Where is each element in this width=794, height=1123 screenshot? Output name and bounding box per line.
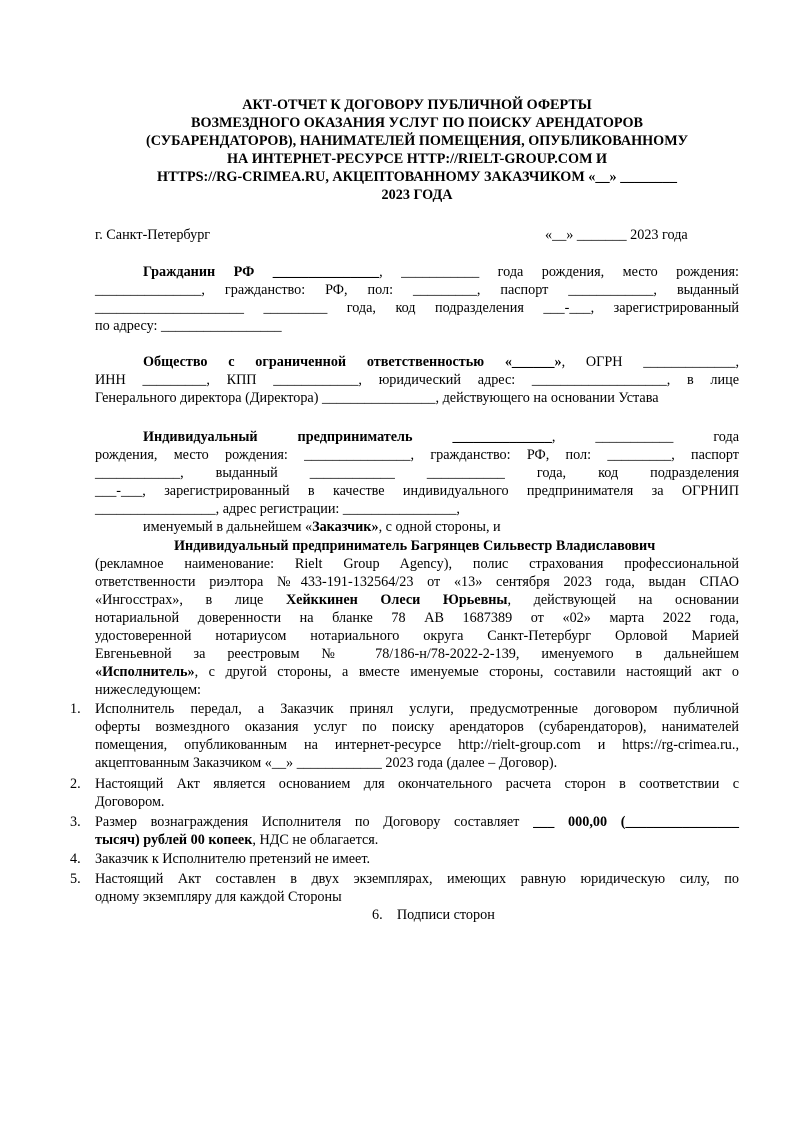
ip-line-6 xyxy=(143,518,787,536)
citizen-line-3: _____________________ _________ года, код подразделения ___-___, зарегистрированный xyxy=(95,300,739,316)
item-text: , НДС не облагается. xyxy=(252,832,379,848)
item-line: Договором. xyxy=(95,794,165,810)
executor-line-9: нижеследующем: xyxy=(95,682,201,698)
executor-line-4 xyxy=(95,591,739,609)
fee-amount: ___ 000,00 (________________ xyxy=(533,814,739,830)
citizen-line-1 xyxy=(95,263,739,281)
item-line: одному экземпляру для каждой Стороны xyxy=(95,889,342,905)
signatures-heading xyxy=(372,906,572,924)
item-number: 6. xyxy=(372,907,383,923)
document-date: «__» _______ 2023 года xyxy=(545,227,688,243)
item-text: Размер вознаграждения Исполнителя по Договору составляет xyxy=(95,814,534,830)
customer-term: Заказчик» xyxy=(312,519,379,535)
title-line: ВОЗМЕЗДНОГО ОКАЗАНИЯ УСЛУГ ПО ПОИСКУ АРЕНДАТОРОВ xyxy=(191,115,643,131)
ip-line-3: ____________, выданный ____________ ___________ года, код подразделения xyxy=(95,465,739,481)
company-line-3: Генерального директора (Директора) ________________, действующего на основании Устава xyxy=(95,390,659,406)
citizen-text: , ___________ года рождения, место рождения: xyxy=(379,264,739,280)
customer-outro: , с одной стороны, и xyxy=(378,519,501,535)
item-line xyxy=(95,813,739,831)
company-line-1 xyxy=(95,353,739,371)
item-line: оферты возмездного оказания услуг по поиску арендаторов (субарендаторов), нанимателей xyxy=(95,719,739,735)
item-line: Заказчик к Исполнителю претензий не имеет. xyxy=(95,851,371,867)
item-number: 5. xyxy=(70,871,81,887)
ip-line-1 xyxy=(95,428,739,446)
item-number: 2. xyxy=(70,776,81,792)
ip-line-5: _________________, адрес регистрации: ________________, xyxy=(95,501,460,517)
item-line: помещения, опубликованным на интернет-ресурсе http://rielt-group.com и https://rg-crimea.ru., xyxy=(95,737,739,753)
executor-text: , с другой стороны, а вместе именуемые стороны, составили настоящий акт о xyxy=(194,664,739,680)
representative-name: Хейккинен Олеси Юрьевны xyxy=(285,592,508,608)
citizen-line-2: _______________, гражданство: РФ, пол: _________, паспорт ____________, выданный xyxy=(95,282,739,298)
executor-text: «Ингосстрах», в лице xyxy=(95,592,286,608)
citizen-line-4: по адресу: _________________ xyxy=(95,318,282,334)
customer-intro: именуемый в дальнейшем « xyxy=(143,519,313,535)
city: г. Санкт-Петербург xyxy=(95,227,211,243)
executor-term: «Исполнитель» xyxy=(95,664,195,680)
executor-name xyxy=(174,537,739,555)
title-line: 2023 ГОДА xyxy=(381,187,453,203)
executor-line-2: (рекламное наименование: Rielt Group Agency), полис страхования профессиональной xyxy=(95,556,739,572)
citizen-label: Гражданин РФ _______________ xyxy=(143,264,380,280)
item-number: 4. xyxy=(70,851,81,867)
executor-line-8 xyxy=(95,663,739,681)
ip-line-2: рождения, место рождения: _______________, гражданство: РФ, пол: _________, паспорт xyxy=(95,447,739,463)
header-line xyxy=(95,226,739,244)
executor-line-7: Евгеньевной за реестровым № 78/186-н/78-2022-2-139, именуемого в дальнейшем xyxy=(95,646,739,662)
item-text: Подписи сторон xyxy=(396,907,495,923)
ip-label: Индивидуальный предприниматель ______________ xyxy=(143,429,552,445)
title-line: (СУБАРЕНДАТОРОВ), НАНИМАТЕЛЕЙ ПОМЕЩЕНИЯ, ОПУБЛИКОВАННОМУ xyxy=(145,133,689,149)
item-line: Настоящий Акт составлен в двух экземплярах, имеющих равную юридическую силу, по xyxy=(95,871,739,887)
company-label: Общество с ограниченной ответственностью «______» xyxy=(143,354,562,370)
item-line: акцептованным Заказчиком «__» ____________ 2023 года (далее – Договор). xyxy=(95,755,558,771)
title-line: АКТ-ОТЧЕТ К ДОГОВОРУ ПУБЛИЧНОЙ ОФЕРТЫ xyxy=(242,97,592,113)
fee-amount-words: тысяч) рублей 00 копеек xyxy=(95,832,253,848)
item-number: 3. xyxy=(70,814,81,830)
item-line: Исполнитель передал, а Заказчик принял услуги, предусмотренные договором публичной xyxy=(95,701,739,717)
title-line: HTTPS://RG-CRIMEA.RU, АКЦЕПТОВАННОМУ ЗАКАЗЧИКОМ «__» ________ xyxy=(157,169,677,185)
title-line: НА ИНТЕРНЕТ-РЕСУРСЕ HTTP://RIELT-GROUP.COM И xyxy=(226,151,608,167)
ip-text: , ___________ года xyxy=(551,429,739,445)
ip-line-4: ___-___, зарегистрированный в качестве индивидуального предпринимателя за ОГРНИП xyxy=(95,483,739,499)
item-line xyxy=(95,831,739,849)
company-line-2: ИНН _________, КПП ____________, юридический адрес: ___________________, в лице xyxy=(95,372,739,388)
executor-text: , действующей на основании xyxy=(507,592,740,608)
company-text: , ОГРН _____________, xyxy=(561,354,739,370)
executor-line-3: ответственности риэлтора №433-191-132564/23 от «13» сентября 2023 года, выдан СПАО xyxy=(95,574,739,590)
document-title xyxy=(95,96,739,204)
item-line: Настоящий Акт является основанием для окончательного расчета сторон в соответствии с xyxy=(95,776,739,792)
executor-line-6: удостоверенной нотариусом нотариального округа Санкт-Петербург Орловой Марией xyxy=(95,628,739,644)
executor-name-text: Индивидуальный предприниматель Багрянцев Сильвестр Владиславович xyxy=(174,538,656,554)
item-number: 1. xyxy=(70,701,81,717)
executor-line-5: нотариальной доверенности на бланке 78 АВ 1687389 от «02» марта 2022 года, xyxy=(95,610,739,626)
